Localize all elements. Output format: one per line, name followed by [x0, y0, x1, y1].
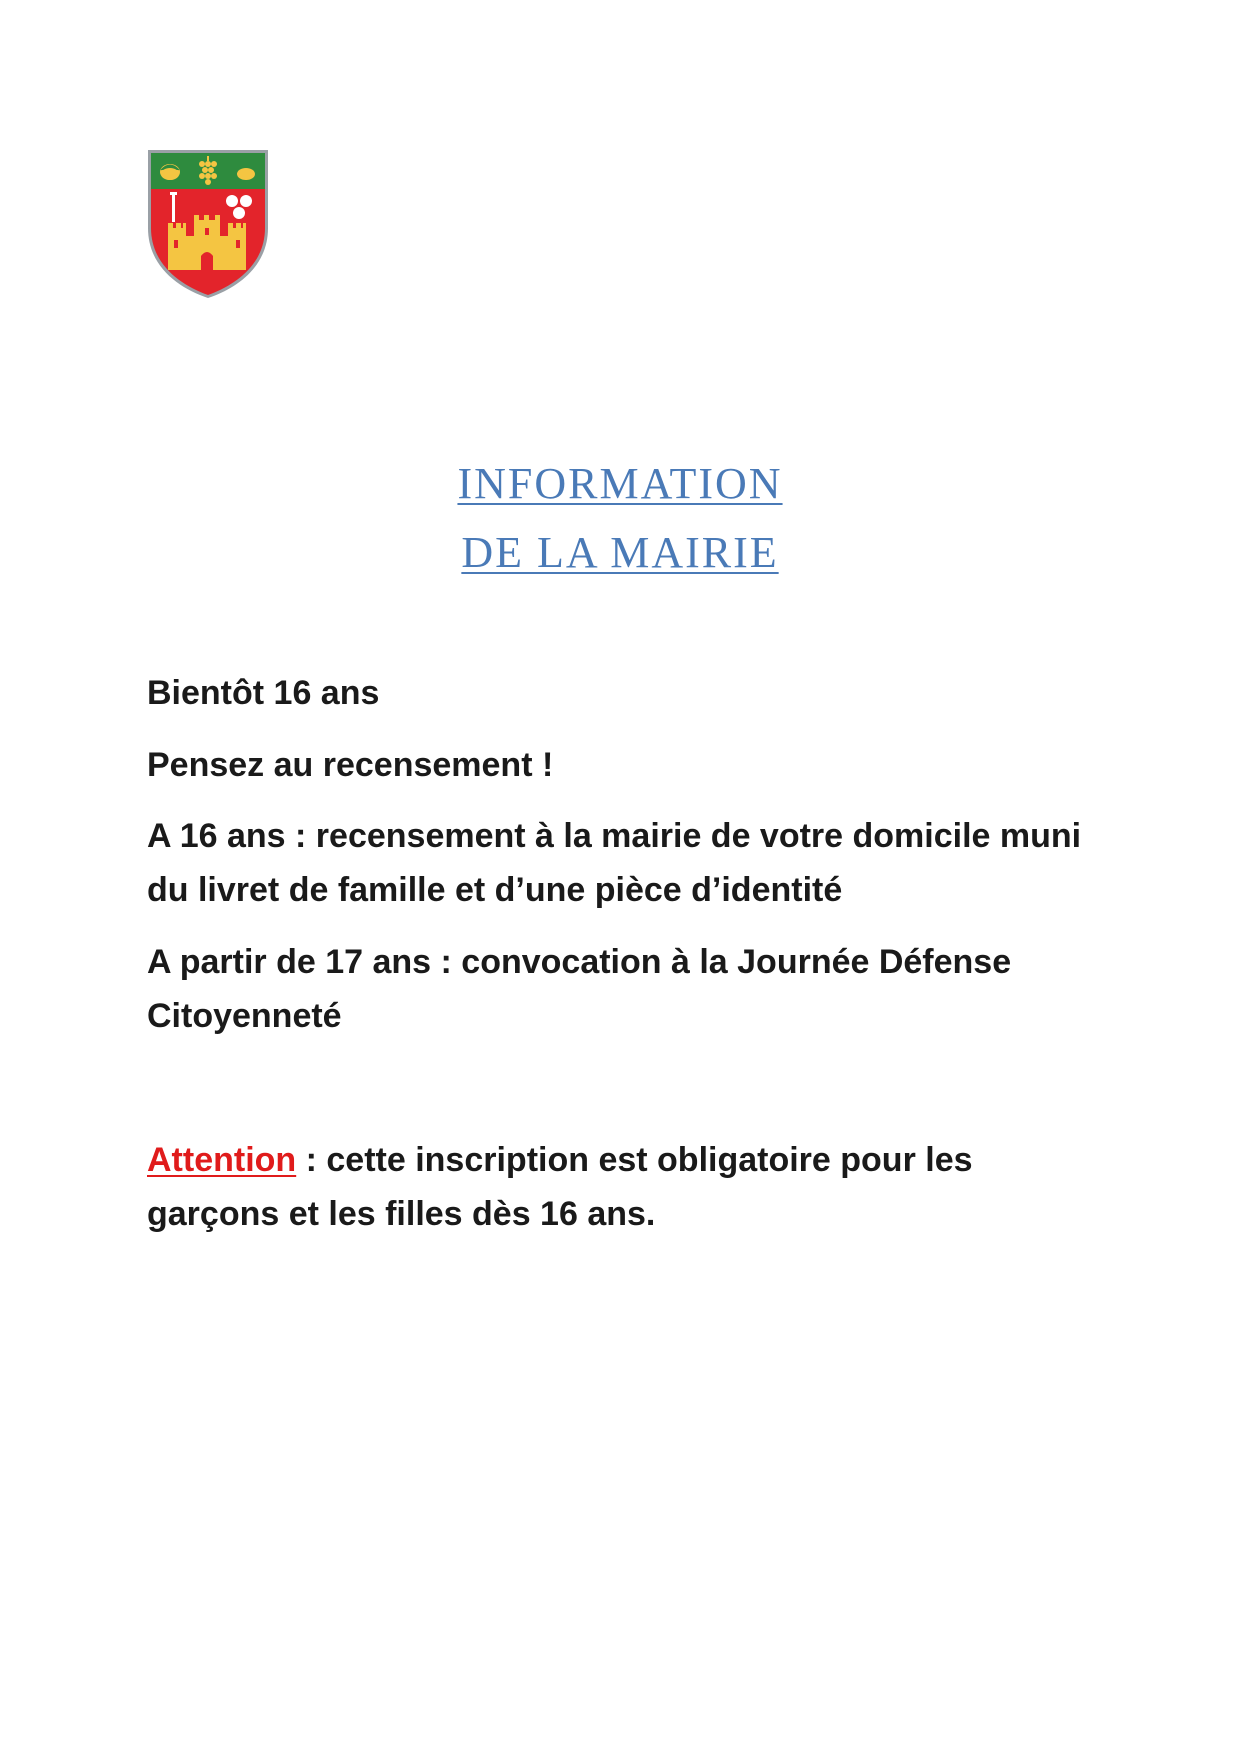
attention-label: Attention — [147, 1141, 297, 1179]
coat-of-arms-icon — [146, 148, 270, 300]
title-line-2: DE LA MAIRIE — [461, 528, 779, 577]
rule-17-paragraph: A partir de 17 ans : convocation à la Journée Défense Citoyenneté — [147, 943, 1012, 1035]
attention-text: : cette inscription est obligatoire pour les garçons et les filles dès 16 ans. — [147, 1141, 973, 1233]
rule-16-paragraph: A 16 ans : recensement à la mairie de votre domicile muni du livret de famille et d’une pièce d’identité — [147, 817, 1082, 909]
title-line-1: INFORMATION — [457, 459, 783, 508]
heading-paragraph: Bientôt 16 ans — [147, 674, 380, 712]
attention-paragraph — [147, 1133, 1107, 1241]
reminder-paragraph: Pensez au recensement ! — [147, 746, 554, 784]
